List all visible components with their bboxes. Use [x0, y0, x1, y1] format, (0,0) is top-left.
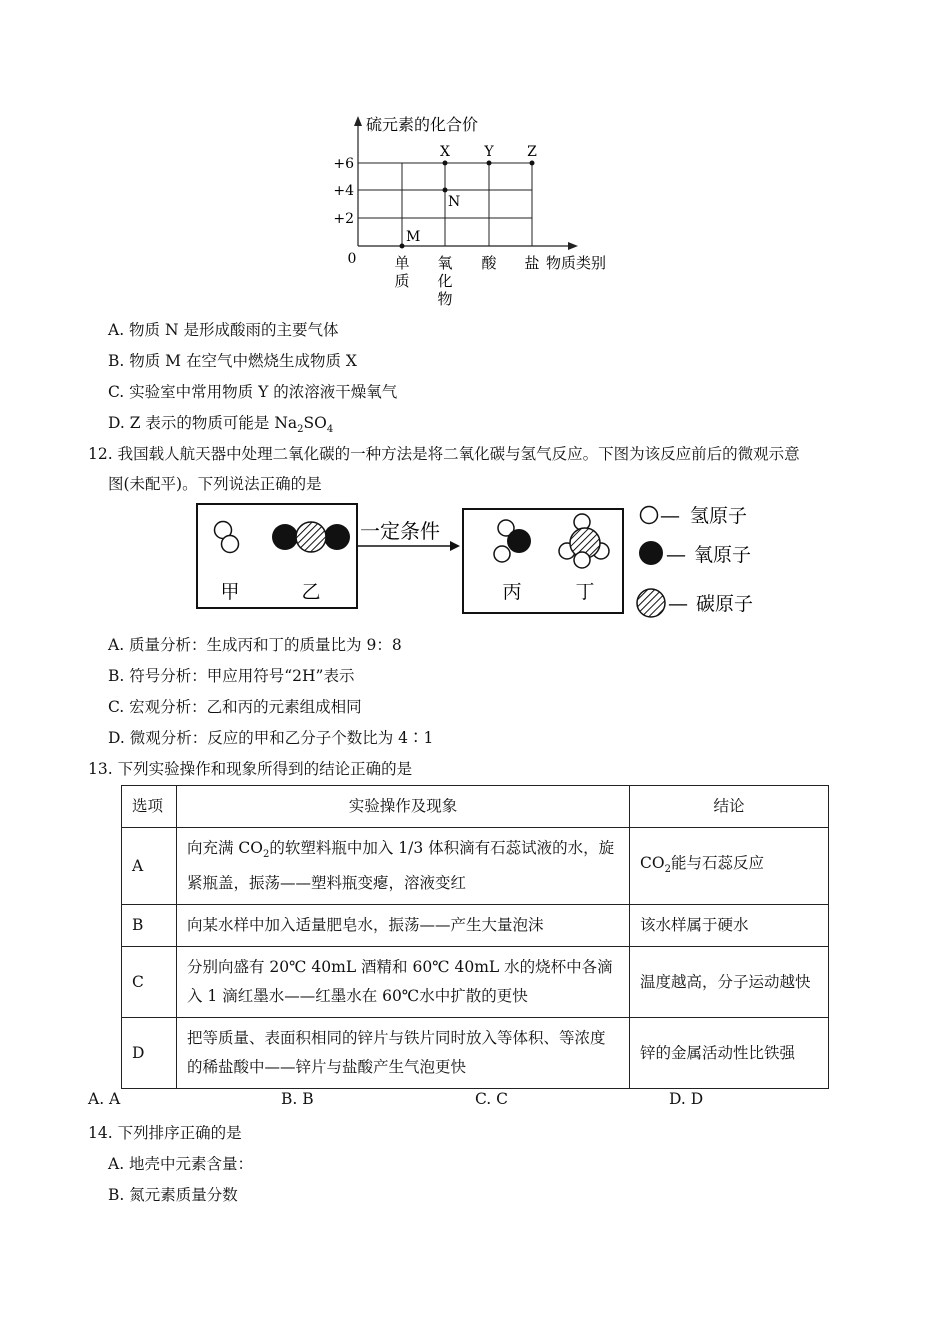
subscript: 2	[263, 849, 270, 861]
reaction-condition: 一定条件	[360, 519, 440, 543]
valence-chart	[320, 110, 640, 310]
q12-option-b: B. 符号分析：甲应用符号“2H”表示	[108, 667, 355, 685]
header-option: 选项	[122, 786, 177, 828]
subscript: 4	[326, 424, 334, 436]
q11-option-c: C. 实验室中常用物质 Y 的浓溶液干燥氧气	[108, 383, 398, 401]
point-y	[487, 161, 492, 166]
legend-carbon-icon	[637, 589, 665, 617]
x-category-label: 氧	[437, 254, 453, 272]
point-m	[400, 244, 405, 249]
legend-dash: —	[660, 503, 680, 527]
point-z	[530, 161, 535, 166]
q14-option-a: A. 地壳中元素含量：	[108, 1155, 254, 1173]
legend-hydrogen-icon	[641, 507, 658, 524]
carbon-atom	[296, 522, 326, 552]
legend-carbon-label: 碳原子	[696, 593, 754, 615]
row-option: D	[122, 1018, 177, 1089]
q12-option-a: A. 质量分析：生成丙和丁的质量比为 9：8	[108, 636, 402, 654]
row-operation: 分别向盛有 20℃ 40mL 酒精和 60℃ 40mL 水的烧杯中各滴入 1 滴红墨水——红墨水在 60℃水中扩散的更快	[177, 947, 630, 1018]
q11-option-a: A. 物质 N 是形成酸雨的主要气体	[108, 321, 339, 339]
label-ding: 丁	[575, 581, 595, 603]
conclusion-text: 能与石蕊反应	[670, 853, 764, 872]
q12-option-d: D. 微观分析：反应的甲和乙分子个数比为 4∶1	[108, 729, 434, 747]
row-conclusion: 该水样属于硬水	[630, 905, 829, 947]
y-tick: +2	[333, 211, 354, 227]
q11-option-b: B. 物质 M 在空气中燃烧生成物质 X	[108, 352, 357, 370]
hydrogen-atom	[222, 536, 239, 553]
legend-dash: —	[666, 542, 686, 566]
x-axis-label: 物质类别	[546, 254, 607, 272]
row-option: A	[122, 828, 177, 905]
legend-hydrogen-label: 氢原子	[690, 505, 748, 527]
point-label-n: N	[448, 194, 461, 210]
row-conclusion	[630, 828, 829, 905]
conclusion-text: CO	[640, 853, 665, 872]
point-label-z: Z	[527, 144, 537, 160]
oxygen-atom	[507, 529, 531, 553]
subscript: 2	[297, 424, 304, 436]
q13-answer-c: C. C	[475, 1090, 509, 1108]
point-label-y: Y	[484, 144, 494, 160]
formula-part: SO	[303, 414, 327, 432]
subscript: 2	[664, 863, 671, 875]
q11-option-d	[108, 411, 333, 435]
row-conclusion: 锌的金属活动性比铁强	[630, 1018, 829, 1089]
operation-text: 的软塑料瓶中加入 1/3 体积滴有石蕊试液的水，旋紧瓶盖，振荡——塑料瓶变瘪，溶液变红	[187, 839, 615, 893]
oxygen-atom	[272, 524, 298, 550]
q12-option-c: C. 宏观分析：乙和丙的元素组成相同	[108, 698, 362, 716]
x-category-label: 酸	[481, 254, 497, 272]
x-category-label: 化	[437, 272, 453, 290]
q14-option-b: B. 氮元素质量分数	[108, 1186, 238, 1204]
q12-stem-line2: 图(未配平)。下列说法正确的是	[108, 475, 322, 493]
row-operation: 向某水样中加入适量肥皂水，振荡——产生大量泡沫	[177, 905, 630, 947]
q13-stem: 13. 下列实验操作和现象所得到的结论正确的是	[88, 760, 413, 778]
row-option: C	[122, 947, 177, 1018]
table-row	[122, 947, 829, 1018]
header-conclusion: 结论	[630, 786, 829, 828]
legend-oxygen-label: 氧原子	[694, 544, 752, 566]
experiment-table	[121, 785, 829, 1089]
row-operation: 把等质量、表面积相同的锌片与铁片同时放入等体积、等浓度的稀盐酸中——锌片与盐酸产生气泡更快	[177, 1018, 630, 1089]
y-axis-label: 硫元素的化合价	[366, 115, 479, 134]
legend-oxygen-icon	[639, 541, 663, 565]
y-tick: +4	[333, 183, 354, 199]
header-operation: 实验操作及现象	[177, 786, 630, 828]
label-jia: 甲	[220, 581, 240, 603]
row-option: B	[122, 905, 177, 947]
x-category-label: 盐	[524, 254, 540, 272]
origin-label: 0	[347, 251, 357, 267]
y-tick: +6	[333, 156, 354, 172]
point-label-m: M	[406, 229, 421, 245]
table-header-row	[122, 786, 829, 828]
point-n	[443, 188, 448, 193]
x-category-label: 物	[437, 290, 453, 308]
label-yi: 乙	[301, 581, 321, 603]
reaction-diagram	[190, 495, 770, 625]
q11-option-d-text: D. Z 表示的物质可能是 Na	[108, 414, 298, 432]
q13-answer-d: D. D	[669, 1090, 704, 1108]
q13-answer-b: B. B	[281, 1090, 314, 1108]
point-x	[443, 161, 448, 166]
row-conclusion: 温度越高，分子运动越快	[630, 947, 829, 1018]
table-row	[122, 828, 829, 905]
label-bing: 丙	[502, 581, 522, 603]
legend-dash: —	[668, 591, 688, 615]
point-label-x: X	[440, 144, 450, 160]
hydrogen-atom	[494, 546, 510, 562]
hydrogen-atom	[574, 552, 590, 568]
q14-stem: 14. 下列排序正确的是	[88, 1124, 242, 1142]
x-category-label: 单	[394, 254, 410, 272]
table-row	[122, 905, 829, 947]
table-row	[122, 1018, 829, 1089]
operation-text: 向充满 CO	[187, 839, 263, 857]
row-operation	[177, 828, 630, 905]
oxygen-atom	[324, 524, 350, 550]
q13-answer-a: A. A	[88, 1090, 121, 1108]
q12-stem-line1: 12. 我国载人航天器中处理二氧化碳的一种方法是将二氧化碳与氢气反应。下图为该反应前后的微观示意	[88, 445, 800, 463]
x-category-label: 质	[394, 272, 410, 290]
